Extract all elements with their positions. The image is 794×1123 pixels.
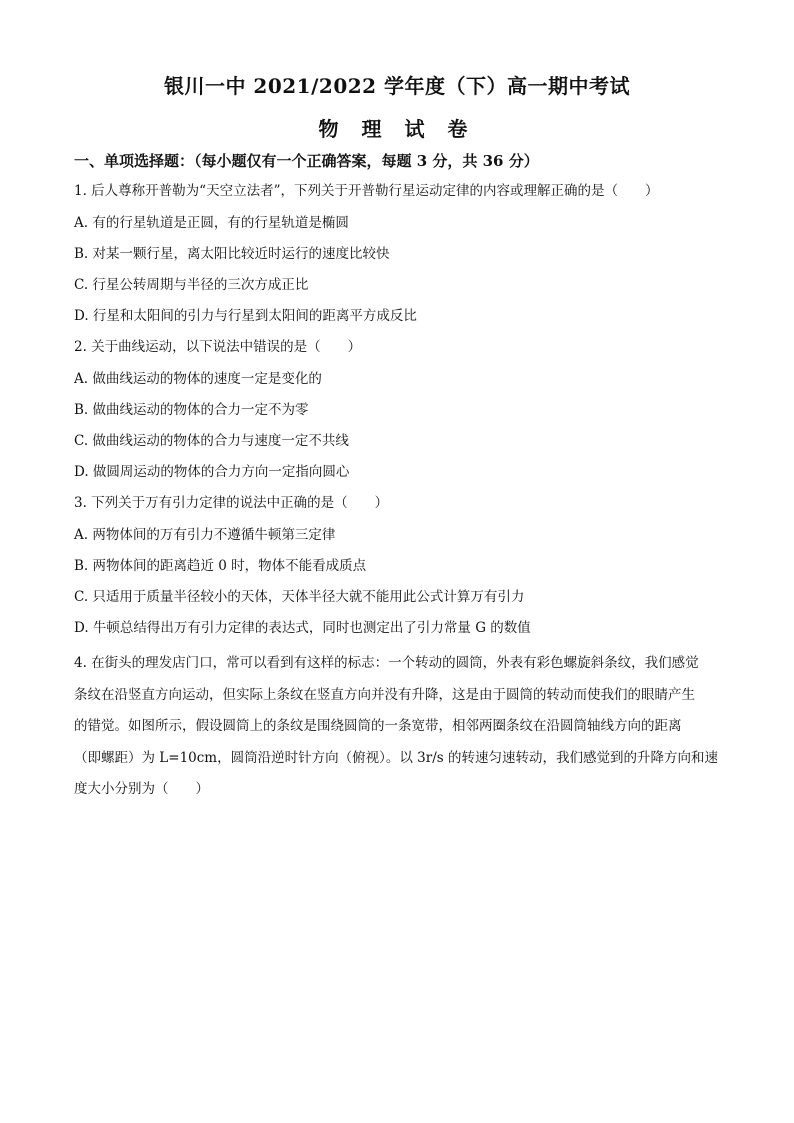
question-1-option-c: C. 行星公转周期与半径的三次方成正比 — [74, 277, 309, 293]
question-2-stem: 2. 关于曲线运动，以下说法中错误的是（ ） — [74, 339, 362, 355]
question-4-line: 4. 在街头的理发店门口，常可以看到有这样的标志：一个转动的圆筒，外表有彩色螺旋斜条纹，我们感觉 — [74, 655, 699, 671]
question-2-option-c: C. 做曲线运动的物体的合力与速度一定不共线 — [74, 433, 349, 449]
question-4-text — [74, 648, 722, 806]
question-3-option-b: B. 两物体间的距离趋近 0 时，物体不能看成质点 — [74, 558, 367, 574]
question-3-option-c: C. 只适用于质量半径较小的天体，天体半径大就不能用此公式计算万有引力 — [74, 589, 525, 605]
question-2-option-a: A. 做曲线运动的物体的速度一定是变化的 — [74, 371, 322, 387]
question-3-option-d: D. 牛顿总结得出万有引力定律的表达式，同时也测定出了引力常量 G 的数值 — [74, 620, 531, 636]
question-4-line: （即螺距）为 L=10cm，圆筒沿逆时针方向（俯视）。以 3r/s 的转速匀速转动，我们感觉到的升降方向和速 — [74, 749, 718, 766]
question-2-option-d: D. 做圆周运动的物体的合力方向一定指向圆心 — [74, 464, 350, 480]
exam-title: 银川一中 2021/2022 学年度（下）高一期中考试 — [163, 74, 631, 98]
question-4-line: 条纹在沿竖直方向运动，但实际上条纹在竖直方向并没有升降，这是由于圆筒的转动而使我们的眼睛产生 — [74, 686, 695, 703]
question-1-stem: 1. 后人尊称开普勒为“天空立法者”，下列关于开普勒行星运动定律的内容或理解正确的是（ ） — [74, 183, 659, 199]
question-1-option-a: A. 有的行星轨道是正圆，有的行星轨道是椭圆 — [74, 215, 349, 231]
section-heading: 一、单项选择题：（每小题仅有一个正确答案，每题 3 分，共 36 分） — [74, 152, 539, 170]
question-4-line: 的错觉。如图所示，假设圆筒上的条纹是围绕圆筒的一条宽带，相邻两圈条纹在沿圆筒轴线方向的距离 — [74, 718, 682, 734]
question-2-option-b: B. 做曲线运动的物体的合力一定不为零 — [74, 402, 309, 418]
question-3-option-a: A. 两物体间的万有引力不遵循牛顿第三定律 — [74, 527, 336, 543]
question-1-option-b: B. 对某一颗行星，离太阳比较近时运行的速度比较快 — [74, 246, 390, 262]
question-4-line: 度大小分别为（ ） — [74, 781, 209, 797]
exam-subtitle: 物 理 试 卷 — [318, 117, 476, 141]
question-3-stem: 3. 下列关于万有引力定律的说法中正确的是（ ） — [74, 495, 389, 511]
question-1-option-d: D. 行星和太阳间的引力与行星到太阳间的距离平方成反比 — [74, 308, 417, 324]
